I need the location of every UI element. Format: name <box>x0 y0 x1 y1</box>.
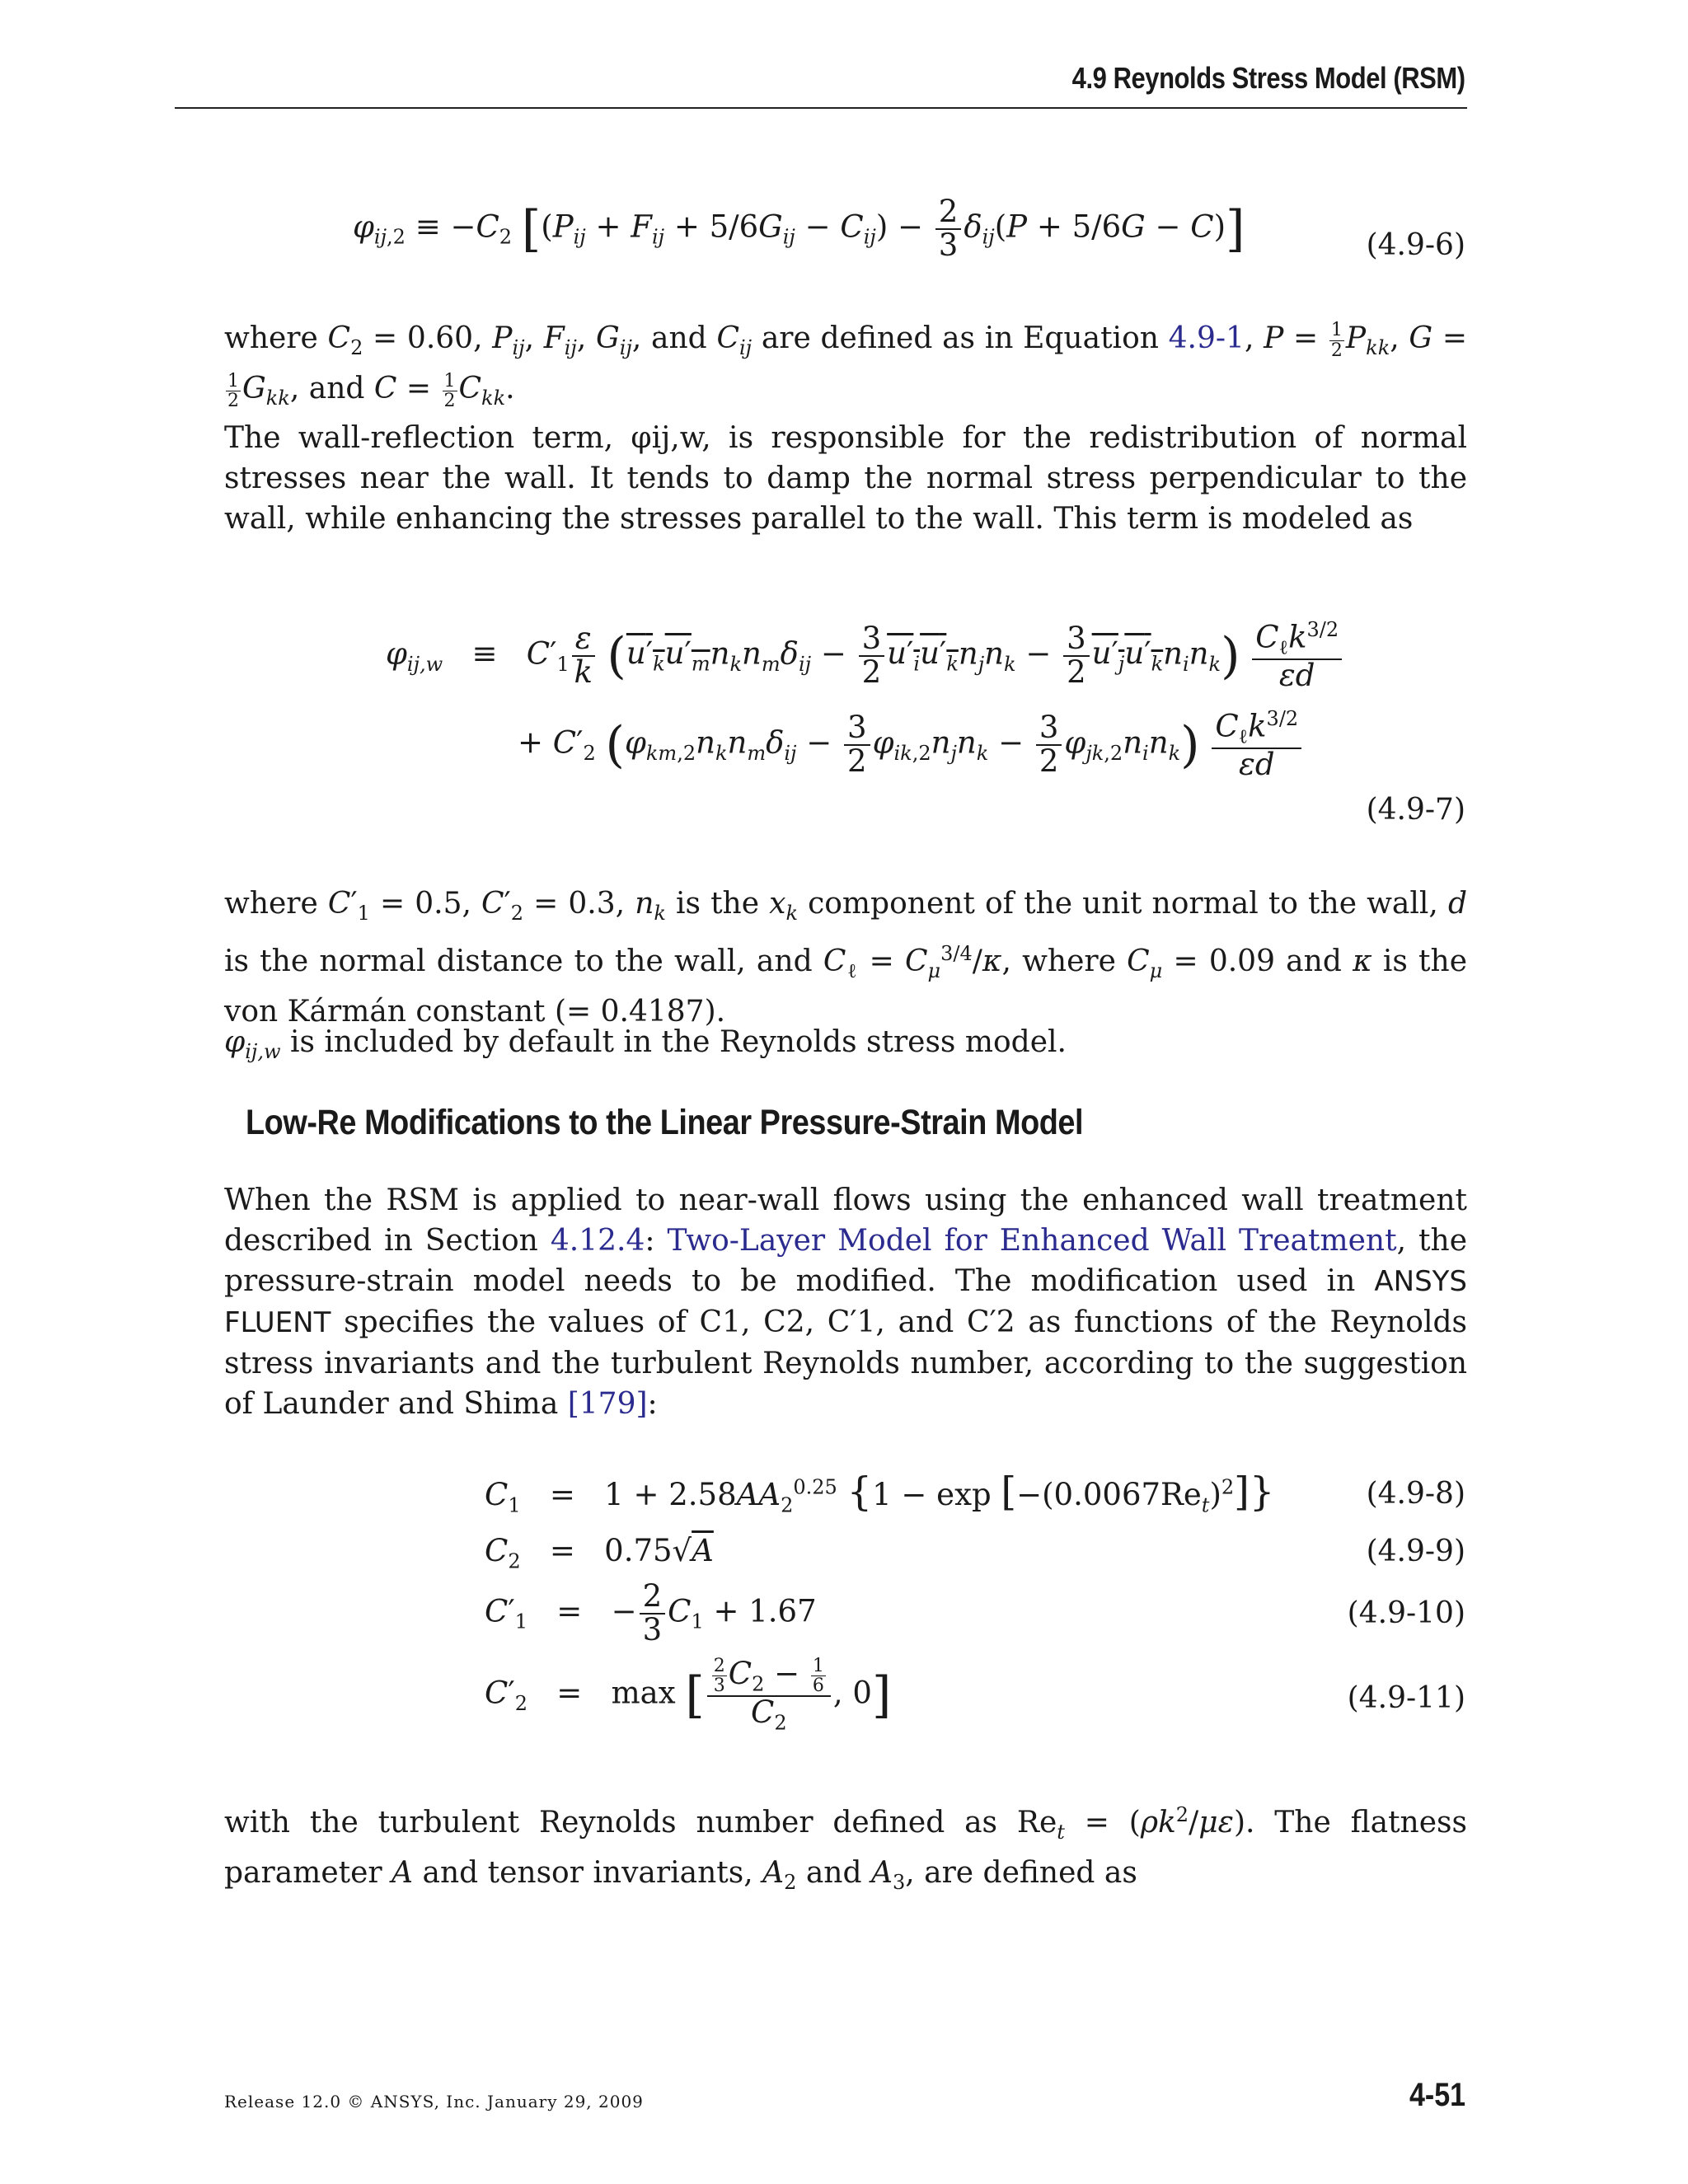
paragraph-low-re: When the RSM is applied to near-wall flows using the enhanced wall treatment described in Section 4.12.4: Two-Layer Model for Enhanced Wall Treatment, the pressure-strain model needs to be modified. The modification used in ANSYS FLUENT specifies the values of C1, C2, C′1, and C′2 as functions of the Reynolds stress invariants and the turbulent Reynolds number, according to the suggestion of Launder and Shima [179]: <box>224 1183 1467 1421</box>
header-rule <box>175 107 1467 109</box>
reference-link[interactable]: [179] <box>567 1387 648 1421</box>
equation-4-9-9: $C_2 = 0.75√A$ <box>485 1533 714 1573</box>
product-name: ANSYS FLUENT <box>224 1265 1467 1339</box>
section-heading: Low-Re Modifications to the Linear Pressure-Strain Model <box>246 1103 1084 1142</box>
equation-number: (4.9-11) <box>1347 1681 1465 1715</box>
equation-4-9-10: $C'_1$ = − $\frac{2}{3}$ $C_1 + 1.67$ <box>485 1578 817 1647</box>
equation-4-9-7-line2: + $C'_2$ ($\varphi_{km,2}n_kn_m\delta_{ij}$ − $\frac{3}{2}$ $\varphi_{ik,2}n_jn_k$ − $\frac{3}{2}$ $\varphi_{jk,2}n_in_k$) $\frac{C_\ell k^{3/2}}{\varepsilon d}$ <box>518 709 1304 781</box>
paragraph-wall-constants: where $C'_1 = 0.5$, $C'_2 = 0.3$, $n_k$ is the $x_k$ component of the unit normal to the wall, d is the normal distance to the wall, and $C_\ell = C_\mu^{3/4}/\kappa$, where $C_\mu = 0.09$ and κ is the von Kármán constant (= 0.4187). <box>224 887 1468 1029</box>
paragraph-default: $\varphi_{ij,w}$ is included by default in the Reynolds stress model. <box>224 1025 1067 1064</box>
paragraph-turbulent-re: with the turbulent Reynolds number defined as $Re_t = (\rho k^2/\mu\varepsilon)$. The flatness parameter A and tensor invariants, $A_2$ and $A_3$, are defined as <box>224 1803 1467 1895</box>
equation-4-9-11: $C'_2 = \max$ [ $\frac{2}{3}$ $C_2$ − $\frac{1}{6}$ $C_2$ , 0] <box>485 1656 892 1735</box>
footer-release: Release 12.0 © ANSYS, Inc. January 29, 2009 <box>224 2092 644 2111</box>
equation-4-9-6: $\varphi_{ij,2} \equiv -C_2$ [$(P_{ij} + F_{ij} + 5/6G_{ij} - C_{ij})$ − $\frac{2}{3}$ $\delta_{ij}(P + 5/6G - C)$] <box>353 194 1245 263</box>
equation-link[interactable]: 4.9-1 <box>1168 321 1245 355</box>
page-number: 4-51 <box>1409 2077 1465 2113</box>
paragraph-constants: where $C_2 = 0.60$, $P_{ij}$, $F_{ij}$, $G_{ij}$, and $C_{ij}$ are defined as in Equation 4.9-1, P = $\frac{1}{2}$ $P_{kk}$, G = $\frac{1}{2}$ $G_{kk}$, and C = $\frac{1}{2}$ $C_{kk}$. <box>224 320 1468 411</box>
equation-4-9-7-line1: $\varphi_{ij,w} \equiv C'_1$ $\frac{\varepsilon}{k}$ ($u'_ku'_mn_kn_m\delta_{ij}$ − $\frac{3}{2}$ $u'_iu'_kn_jn_k$ − $\frac{3}{2}$ $u'_ju'_kn_in_k$) $\frac{C_\ell k^{3/2}}{\varepsilon d}$ <box>386 620 1344 692</box>
equation-number: (4.9-9) <box>1366 1535 1465 1568</box>
section-link[interactable]: 4.12.4 <box>550 1224 645 1258</box>
equation-4-9-8: $C_1 = 1 + 2.58AA_2^{0.25}$ $\{1 - \exp [-(0.0067Re_t)^2]\}$ <box>485 1469 1275 1517</box>
paragraph-wall-reflection: The wall-reflection term, φij,w, is responsible for the redistribution of normal stresses near the wall. It tends to damp the normal stress perpendicular to the wall, while enhancing the stresses parallel to the wall. This term is modeled as <box>224 421 1467 536</box>
running-header-title: 4.9 Reynolds Stress Model (RSM) <box>1072 61 1465 95</box>
equation-number: (4.9-10) <box>1347 1596 1465 1630</box>
equation-number: (4.9-7) <box>1366 793 1465 827</box>
section-title-link[interactable]: Two-Layer Model for Enhanced Wall Treatment <box>667 1224 1397 1258</box>
equation-number: (4.9-8) <box>1366 1477 1465 1511</box>
equation-number: (4.9-6) <box>1366 228 1465 262</box>
